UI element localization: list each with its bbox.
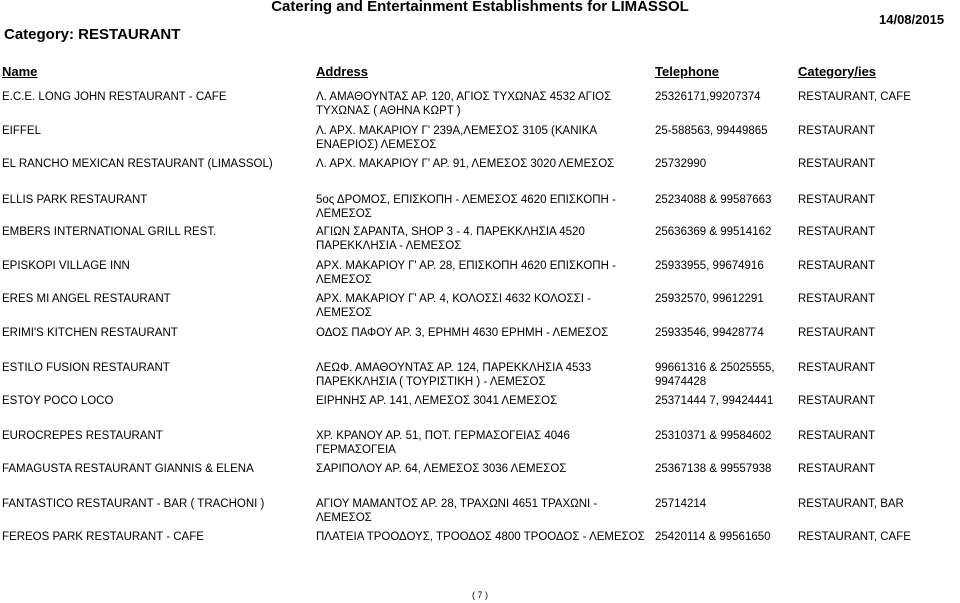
establishment-address: ΣΑΡΙΠΟΛΟΥ ΑΡ. 64, ΛΕΜΕΣΟΣ 3036 ΛΕΜΕΣΟΣ bbox=[316, 463, 567, 475]
establishment-address: 5ος ΔΡΟΜΟΣ, ΕΠΙΣΚΟΠΗ - ΛΕΜΕΣΟΣ 4620 ΕΠΙΣΚΟΠΗ - ΛΕΜΕΣΟΣ bbox=[316, 194, 616, 220]
establishment-name: EPISKOPI VILLAGE INN bbox=[2, 260, 130, 272]
establishment-category: RESTAURANT bbox=[798, 327, 876, 339]
establishment-category: RESTAURANT bbox=[798, 125, 876, 137]
establishment-telephone: 99661316 & 25025555, 99474428 bbox=[655, 362, 775, 388]
establishment-name: ESTILO FUSION RESTAURANT bbox=[2, 362, 170, 374]
establishment-address: ΟΔΟΣ ΠΑΦΟΥ ΑΡ. 3, ΕΡΗΜΗ 4630 ΕΡΗΜΗ - ΛΕΜΕΣΟΣ bbox=[316, 327, 609, 339]
establishment-address: ΧΡ. ΚΡΑΝΟΥ ΑΡ. 51, ΠΟΤ. ΓΕΡΜΑΣΟΓΕΙΑΣ 4046 ΓΕΡΜΑΣΟΓΕΙΑ bbox=[316, 430, 570, 456]
establishment-telephone: 25933955, 99674916 bbox=[655, 260, 764, 272]
establishment-name: ELLIS PARK RESTAURANT bbox=[2, 194, 148, 206]
column-header-telephone: Telephone bbox=[655, 64, 720, 79]
establishment-name: FAMAGUSTA RESTAURANT GIANNIS & ELENA bbox=[2, 463, 254, 475]
establishment-name: ERIMI'S KITCHEN RESTAURANT bbox=[2, 327, 178, 339]
table-row bbox=[0, 530, 960, 570]
establishment-category: RESTAURANT bbox=[798, 293, 876, 305]
establishment-telephone: 25420114 & 99561650 bbox=[655, 531, 771, 543]
establishment-category: RESTAURANT, CAFE bbox=[798, 531, 911, 543]
establishment-category: RESTAURANT bbox=[798, 463, 876, 475]
establishment-address: Λ. ΑΡΧ. ΜΑΚΑΡΙΟΥ Γ' ΑΡ. 91, ΛΕΜΕΣΟΣ 3020 ΛΕΜΕΣΟΣ bbox=[316, 158, 615, 170]
establishment-name: ESTOY POCO LOCO bbox=[2, 395, 114, 407]
column-header-name: Name bbox=[2, 64, 38, 79]
establishment-telephone: 25714214 bbox=[655, 498, 707, 510]
establishment-address: Λ. ΑΜΑΘΟΥΝΤΑΣ ΑΡ. 120, ΑΓΙΟΣ ΤΥΧΩΝΑΣ 4532 ΑΓΙΟΣ ΤΥΧΩΝΑΣ ( ΑΘΗΝΑ ΚΩΡΤ ) bbox=[316, 91, 612, 117]
establishment-telephone: 25932570, 99612291 bbox=[655, 293, 764, 305]
establishment-name: FANTASTICO RESTAURANT - BAR ( TRACHONI ) bbox=[2, 498, 265, 510]
establishment-name: E.C.E. LONG JOHN RESTAURANT - CAFE bbox=[2, 91, 227, 103]
page-number: ( 7 ) bbox=[471, 590, 488, 600]
report-date: 14/08/2015 bbox=[879, 12, 945, 27]
establishment-telephone: 25636369 & 99514162 bbox=[655, 226, 772, 238]
establishment-name: EIFFEL bbox=[2, 125, 41, 137]
table-row bbox=[0, 394, 960, 434]
establishment-telephone: 25933546, 99428774 bbox=[655, 327, 764, 339]
establishment-category: RESTAURANT bbox=[798, 395, 876, 407]
establishment-address: ΑΡΧ. ΜΑΚΑΡΙΟΥ Γ' ΑΡ. 4, ΚΟΛΟΣΣΙ 4632 ΚΟΛΟΣΣΙ - ΛΕΜΕΣΟΣ bbox=[316, 293, 591, 319]
establishment-name: EMBERS INTERNATIONAL GRILL REST. bbox=[2, 226, 217, 238]
establishment-address: ΑΡΧ. ΜΑΚΑΡΙΟΥ Γ' ΑΡ. 28, ΕΠΙΣΚΟΠΗ 4620 ΕΠΙΣΚΟΠΗ - ΛΕΜΕΣΟΣ bbox=[316, 260, 616, 286]
establishment-category: RESTAURANT, CAFE bbox=[798, 91, 911, 103]
establishment-category: RESTAURANT bbox=[798, 430, 876, 442]
establishment-telephone: 25367138 & 99557938 bbox=[655, 463, 772, 475]
establishment-telephone: 25326171,99207374 bbox=[655, 91, 761, 103]
table-row bbox=[0, 326, 960, 366]
table-row bbox=[0, 462, 960, 502]
establishment-category: RESTAURANT bbox=[798, 158, 876, 170]
page-title: Catering and Entertainment Establishments for LIMASSOL bbox=[271, 0, 689, 15]
establishment-telephone: 25310371 & 99584602 bbox=[655, 430, 772, 442]
establishment-address: ΠΛΑΤΕΙΑ ΤΡΟΟΔΟΥΣ, ΤΡΟΟΔΟΣ 4800 ΤΡΟΟΔΟΣ - ΛΕΜΕΣΟΣ bbox=[316, 531, 645, 543]
establishment-telephone: 25732990 bbox=[655, 158, 707, 170]
establishment-category: RESTAURANT, BAR bbox=[798, 498, 904, 510]
establishment-telephone: 25-588563, 99449865 bbox=[655, 125, 768, 137]
establishment-category: RESTAURANT bbox=[798, 226, 876, 238]
column-header-address: Address bbox=[316, 64, 369, 79]
establishment-address: ΛΕΩΦ. ΑΜΑΘΟΥΝΤΑΣ ΑΡ. 124, ΠΑΡΕΚΚΛΗΣΙΑ 4533 ΠΑΡΕΚΚΛΗΣΙΑ ( ΤΟΥΡΙΣΤΙΚΗ ) - ΛΕΜΕΣΟΣ bbox=[316, 362, 592, 388]
category-label: Category: RESTAURANT bbox=[4, 26, 181, 43]
establishment-category: RESTAURANT bbox=[798, 362, 876, 374]
table-row bbox=[0, 157, 960, 197]
column-header-category: Category/ies bbox=[798, 64, 877, 79]
establishment-address: Λ. ΑΡΧ. ΜΑΚΑΡΙΟΥ Γ' 239Α,ΛΕΜΕΣΟΣ 3105 (ΚΑΝΙΚΑ ΕΝΑΕΡΙΟΣ) ΛΕΜΕΣΟΣ bbox=[316, 125, 597, 151]
establishment-address: ΑΓΙΩΝ ΣΑΡΑΝΤΑ, SHOP 3 - 4. ΠΑΡΕΚΚΛΗΣΙΑ 4520 ΠΑΡΕΚΚΛΗΣΙΑ - ΛΕΜΕΣΟΣ bbox=[316, 226, 585, 252]
establishment-address: ΕΙΡΗΝΗΣ ΑΡ. 141, ΛΕΜΕΣΟΣ 3041 ΛΕΜΕΣΟΣ bbox=[316, 395, 558, 407]
establishment-category: RESTAURANT bbox=[798, 194, 876, 206]
establishment-name: FEREOS PARK RESTAURANT - CAFE bbox=[2, 531, 204, 543]
establishment-address: ΑΓΙΟΥ ΜΑΜΑΝΤΟΣ ΑΡ. 28, ΤΡΑΧΩΝΙ 4651 ΤΡΑΧΩΝΙ - ΛΕΜΕΣΟΣ bbox=[316, 498, 598, 524]
establishment-category: RESTAURANT bbox=[798, 260, 876, 272]
establishment-telephone: 25371444 7, 99424441 bbox=[655, 395, 774, 407]
establishment-name: ERES MI ANGEL RESTAURANT bbox=[2, 293, 171, 305]
establishment-name: EUROCREPES RESTAURANT bbox=[2, 430, 163, 442]
establishment-name: EL RANCHO MEXICAN RESTAURANT (LIMASSOL) bbox=[2, 158, 273, 170]
establishment-telephone: 25234088 & 99587663 bbox=[655, 194, 772, 206]
